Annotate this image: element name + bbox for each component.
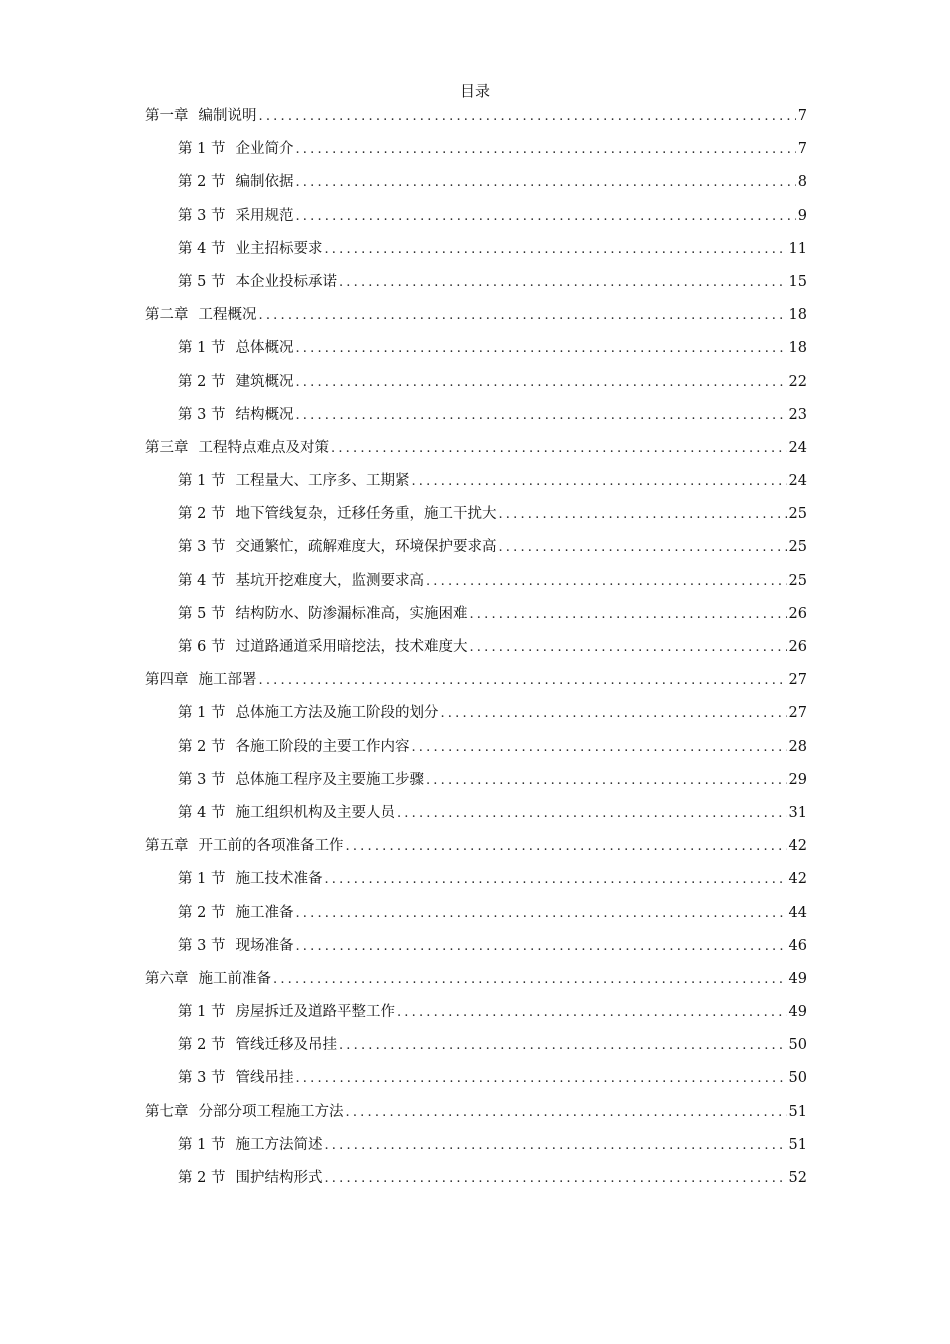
toc-dot-leader	[273, 963, 787, 996]
toc-page-number: 50	[788, 1070, 807, 1087]
toc-page-number: 26	[788, 605, 807, 622]
toc-page-number: 42	[788, 871, 807, 888]
toc-page-number: 29	[788, 771, 807, 788]
toc-entry-text: 交通繁忙，疏解难度大，环境保护要求高	[235, 539, 497, 556]
toc-entry-number: 第 3 节	[178, 539, 226, 556]
toc-page-number: 25	[788, 506, 807, 523]
toc-page-number: 7	[797, 108, 807, 124]
toc-section-entry[interactable]	[145, 465, 807, 498]
toc-page-number: 51	[788, 1103, 807, 1120]
toc-chapter-entry[interactable]	[145, 664, 807, 697]
toc-section-entry[interactable]	[145, 1029, 807, 1062]
toc-entry-number: 第 3 节	[178, 406, 226, 423]
toc-entry-number: 第 4 节	[178, 240, 226, 257]
toc-entry-label	[178, 863, 322, 896]
toc-entry-number: 第 4 节	[178, 572, 226, 589]
toc-page-number: 28	[788, 738, 807, 755]
toc-entry-text: 结构概况	[235, 406, 294, 423]
toc-entry-number: 第一章	[145, 108, 189, 124]
toc-entry-label	[145, 830, 344, 863]
toc-section-entry[interactable]	[145, 996, 807, 1029]
toc-entry-text: 过道路通道采用暗挖法，技术难度大	[235, 639, 468, 655]
toc-dot-leader	[397, 797, 787, 830]
toc-chapter-entry[interactable]	[145, 1096, 807, 1129]
toc-dot-leader	[498, 498, 786, 531]
toc-entry-text: 结构防水、防渗漏标准高，实施困难	[235, 605, 468, 622]
toc-page-number: 24	[788, 439, 807, 456]
toc-section-entry[interactable]	[145, 930, 807, 963]
toc-entry-number: 第 1 节	[178, 473, 226, 490]
toc-chapter-entry[interactable]	[145, 100, 807, 133]
toc-dot-leader	[469, 598, 786, 631]
toc-entry-text: 采用规范	[235, 207, 294, 224]
toc-dot-leader	[426, 565, 787, 598]
toc-dot-leader	[295, 930, 786, 963]
toc-entry-text: 围护结构形式	[235, 1170, 323, 1186]
toc-section-entry[interactable]	[145, 565, 807, 598]
toc-entry-text: 工程量大、工序多、工期紧	[235, 473, 410, 490]
toc-dot-leader	[295, 399, 786, 432]
toc-dot-leader	[331, 432, 787, 465]
toc-entry-text: 管线吊挂	[235, 1070, 294, 1087]
toc-entry-label	[178, 233, 322, 266]
toc-entry-number: 第 1 节	[178, 705, 226, 722]
toc-dot-leader	[469, 631, 786, 664]
toc-dot-leader	[426, 764, 787, 797]
toc-entry-text: 施工组织机构及主要人员	[235, 804, 395, 821]
toc-entry-number: 第 2 节	[178, 1037, 226, 1054]
toc-entry-number: 第 1 节	[178, 340, 226, 357]
toc-entry-text: 施工准备	[235, 904, 294, 921]
toc-entry-number: 第五章	[145, 838, 189, 855]
toc-page-number: 31	[788, 804, 807, 821]
toc-entry-label	[178, 200, 293, 233]
toc-chapter-entry[interactable]	[145, 830, 807, 863]
toc-page-number: 23	[788, 406, 807, 423]
toc-section-entry[interactable]	[145, 731, 807, 764]
toc-page-number: 27	[788, 672, 807, 689]
toc-page-number: 44	[788, 904, 807, 921]
toc-chapter-entry[interactable]	[145, 299, 807, 332]
toc-dot-leader	[259, 100, 796, 133]
toc-entry-label	[178, 930, 293, 963]
toc-page-number: 46	[788, 937, 807, 954]
toc-dot-leader	[324, 863, 786, 896]
toc-dot-leader	[295, 332, 786, 365]
toc-section-entry[interactable]	[145, 697, 807, 730]
toc-entry-label	[145, 664, 257, 697]
toc-section-entry[interactable]	[145, 366, 807, 399]
toc-page-number: 49	[788, 970, 807, 987]
toc-page-number: 51	[788, 1136, 807, 1153]
toc-dot-leader	[324, 1162, 786, 1195]
toc-entry-label	[178, 897, 293, 930]
toc-entry-text: 企业简介	[235, 141, 294, 158]
toc-section-entry[interactable]	[145, 531, 807, 564]
toc-page-number: 18	[788, 307, 807, 324]
toc-entry-number: 第四章	[145, 672, 189, 689]
toc-page-number: 11	[788, 240, 807, 257]
toc-entry-text: 总体施工程序及主要施工步骤	[235, 771, 424, 788]
toc-entry-text: 各施工阶段的主要工作内容	[235, 738, 410, 755]
toc-dot-leader	[259, 299, 787, 332]
toc-chapter-entry[interactable]	[145, 963, 807, 996]
toc-section-entry[interactable]	[145, 332, 807, 365]
toc-page-number: 7	[797, 141, 807, 158]
toc-entry-number: 第 2 节	[178, 373, 226, 390]
toc-entry-text: 建筑概况	[235, 373, 294, 390]
toc-section-entry[interactable]	[145, 233, 807, 266]
toc-page-number: 24	[788, 473, 807, 490]
toc-dot-leader	[498, 531, 786, 564]
table-of-contents	[145, 100, 807, 1195]
toc-entry-label	[178, 797, 395, 830]
toc-dot-leader	[440, 697, 786, 730]
toc-dot-leader	[346, 830, 787, 863]
toc-section-entry[interactable]	[145, 1129, 807, 1162]
toc-entry-number: 第 3 节	[178, 771, 226, 788]
toc-entry-number: 第 2 节	[178, 738, 226, 755]
toc-entry-number: 第 1 节	[178, 871, 226, 888]
toc-entry-label	[178, 631, 467, 664]
toc-page-number: 26	[788, 639, 807, 655]
toc-page-number: 25	[788, 572, 807, 589]
toc-entry-text: 总体施工方法及施工阶段的划分	[235, 705, 439, 722]
toc-entry-text: 开工前的各项准备工作	[198, 838, 344, 855]
toc-dot-leader	[339, 266, 787, 299]
toc-entry-label	[178, 1062, 293, 1095]
toc-section-entry[interactable]	[145, 266, 807, 299]
toc-page-number: 49	[788, 1004, 807, 1021]
toc-section-entry[interactable]	[145, 166, 807, 199]
toc-entry-label	[178, 399, 293, 432]
toc-entry-text: 现场准备	[235, 937, 294, 954]
toc-entry-number: 第 1 节	[178, 1004, 226, 1021]
toc-entry-number: 第 2 节	[178, 506, 226, 523]
toc-page-number: 25	[788, 539, 807, 556]
toc-page-number: 18	[788, 340, 807, 357]
toc-section-entry[interactable]	[145, 764, 807, 797]
toc-section-entry[interactable]	[145, 863, 807, 896]
toc-dot-leader	[346, 1096, 787, 1129]
toc-page-number: 8	[797, 174, 807, 191]
toc-page-number: 22	[788, 373, 807, 390]
toc-entry-text: 业主招标要求	[235, 240, 323, 257]
toc-dot-leader	[295, 166, 795, 199]
toc-page-number: 52	[788, 1170, 807, 1186]
toc-entry-label	[145, 100, 257, 133]
toc-chapter-entry[interactable]	[145, 432, 807, 465]
toc-entry-label	[178, 133, 293, 166]
toc-entry-text: 地下管线复杂，迁移任务重，施工干扰大	[235, 506, 497, 523]
toc-entry-number: 第三章	[145, 439, 189, 456]
toc-entry-label	[178, 764, 424, 797]
toc-entry-label	[178, 697, 438, 730]
toc-dot-leader	[411, 731, 786, 764]
toc-dot-leader	[324, 1129, 786, 1162]
toc-entry-label	[178, 366, 293, 399]
toc-entry-label	[178, 598, 467, 631]
toc-entry-number: 第 3 节	[178, 937, 226, 954]
toc-title: 目录	[459, 82, 490, 100]
toc-section-entry[interactable]	[145, 598, 807, 631]
toc-entry-text: 编制依据	[235, 174, 294, 191]
toc-entry-label	[145, 432, 329, 465]
toc-entry-text: 工程概况	[198, 307, 257, 324]
toc-entry-text: 工程特点难点及对策	[198, 439, 329, 456]
toc-entry-text: 编制说明	[198, 108, 257, 124]
toc-dot-leader	[324, 233, 786, 266]
toc-entry-number: 第六章	[145, 970, 189, 987]
toc-section-entry[interactable]	[145, 200, 807, 233]
toc-entry-number: 第 2 节	[178, 904, 226, 921]
toc-entry-number: 第 1 节	[178, 141, 226, 158]
toc-entry-number: 第 5 节	[178, 605, 226, 622]
toc-entry-label	[178, 731, 409, 764]
toc-entry-text: 基坑开挖难度大，监测要求高	[235, 572, 424, 589]
toc-entry-label	[178, 531, 496, 564]
toc-section-entry[interactable]	[145, 399, 807, 432]
toc-entry-label	[178, 1129, 322, 1162]
toc-entry-number: 第 2 节	[178, 1170, 226, 1186]
toc-dot-leader	[295, 366, 786, 399]
toc-dot-leader	[411, 465, 786, 498]
toc-dot-leader	[295, 897, 786, 930]
toc-section-entry[interactable]	[145, 1062, 807, 1095]
toc-dot-leader	[295, 200, 795, 233]
toc-dot-leader	[295, 133, 795, 166]
toc-page-number: 50	[788, 1037, 807, 1054]
toc-entry-label	[178, 498, 496, 531]
toc-entry-label	[178, 996, 395, 1029]
toc-section-entry[interactable]	[145, 631, 807, 664]
toc-entry-number: 第 1 节	[178, 1136, 226, 1153]
toc-entry-text: 管线迁移及吊挂	[235, 1037, 337, 1054]
toc-entry-text: 分部分项工程施工方法	[198, 1103, 344, 1120]
toc-entry-label	[178, 332, 293, 365]
toc-page-number: 27	[788, 705, 807, 722]
toc-entry-number: 第 4 节	[178, 804, 226, 821]
toc-dot-leader	[295, 1062, 786, 1095]
toc-section-entry[interactable]	[145, 797, 807, 830]
toc-dot-leader	[259, 664, 787, 697]
toc-section-entry[interactable]	[145, 133, 807, 166]
toc-section-entry[interactable]	[145, 498, 807, 531]
toc-entry-text: 施工方法简述	[235, 1136, 323, 1153]
toc-entry-label	[145, 299, 257, 332]
toc-entry-text: 施工前准备	[198, 970, 271, 987]
toc-entry-text: 施工技术准备	[235, 871, 323, 888]
toc-entry-label	[178, 465, 409, 498]
toc-entry-number: 第二章	[145, 307, 189, 324]
toc-entry-number: 第 3 节	[178, 1070, 226, 1087]
toc-entry-text: 总体概况	[235, 340, 294, 357]
toc-entry-label	[145, 1096, 344, 1129]
toc-entry-number: 第 6 节	[178, 639, 226, 655]
toc-dot-leader	[397, 996, 787, 1029]
toc-entry-label	[145, 963, 271, 996]
toc-section-entry[interactable]	[145, 1162, 807, 1195]
toc-entry-label	[178, 1029, 337, 1062]
toc-entry-label	[178, 1162, 322, 1195]
toc-entry-label	[178, 266, 337, 299]
toc-page-number: 15	[788, 273, 807, 290]
toc-entry-number: 第七章	[145, 1103, 189, 1120]
toc-entry-number: 第 3 节	[178, 207, 226, 224]
toc-dot-leader	[339, 1029, 787, 1062]
toc-page-number: 42	[788, 838, 807, 855]
toc-section-entry[interactable]	[145, 897, 807, 930]
toc-entry-number: 第 5 节	[178, 273, 226, 290]
toc-entry-label	[178, 565, 424, 598]
toc-entry-label	[178, 166, 293, 199]
toc-entry-text: 本企业投标承诺	[235, 273, 337, 290]
toc-page-number: 9	[797, 207, 807, 224]
toc-entry-text: 房屋拆迁及道路平整工作	[235, 1004, 395, 1021]
toc-entry-number: 第 2 节	[178, 174, 226, 191]
toc-entry-text: 施工部署	[198, 672, 257, 689]
